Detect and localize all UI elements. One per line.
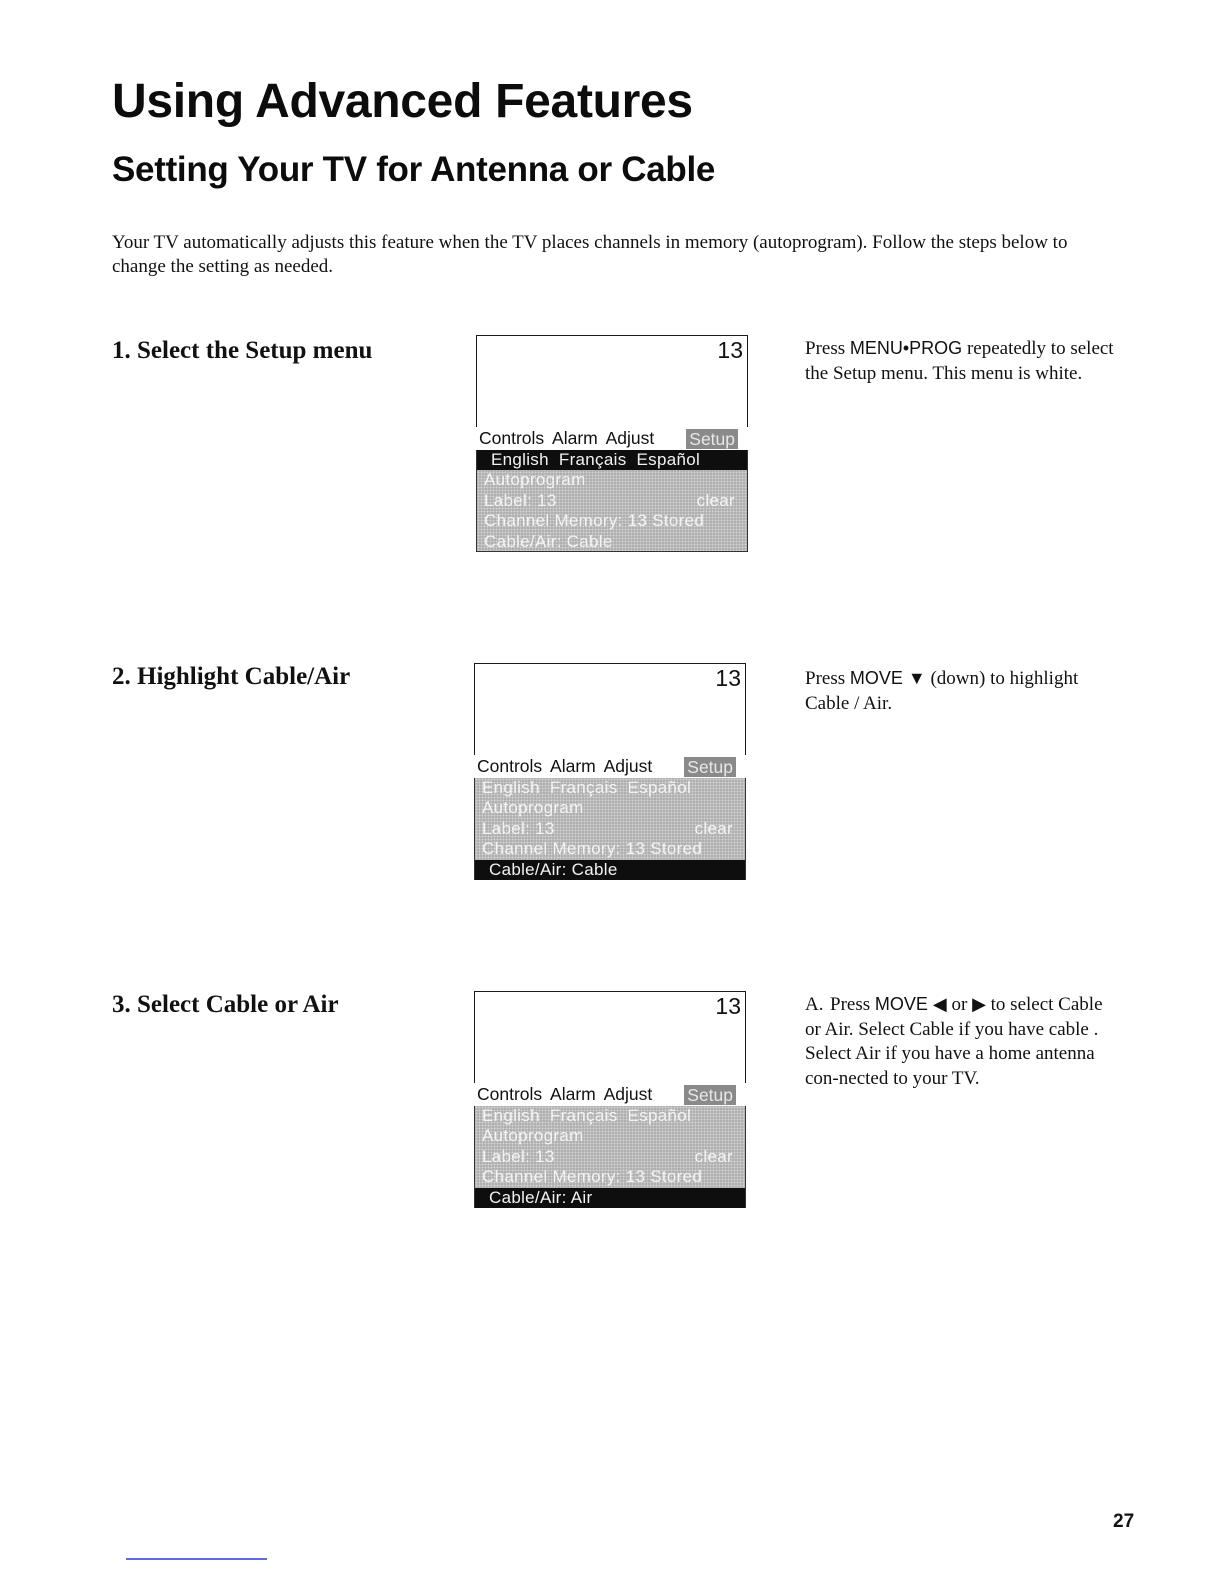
step-1-tv-screen — [476, 335, 748, 552]
menu-tab-adjust: Adjust — [603, 1084, 653, 1104]
section-title: Setting Your TV for Antenna or Cable — [112, 150, 716, 189]
desc-text: Press — [830, 994, 875, 1015]
label-value: Label: 13 — [482, 818, 555, 838]
menu-row-label — [475, 819, 745, 839]
label-value: Label: 13 — [484, 490, 557, 510]
menu-row-cable-air: Cable/Air: Air — [475, 1188, 745, 1208]
setup-menu-body — [474, 778, 746, 880]
menu-bar — [474, 755, 746, 778]
channel-number: 13 — [717, 337, 743, 363]
menu-row-channel-memory: Channel Memory: 13 Stored — [484, 511, 705, 531]
move-down-button-label: MOVE ▼ — [849, 668, 926, 688]
menu-tab-setup: Setup — [684, 757, 736, 777]
menu-tab-alarm: Alarm — [552, 428, 598, 448]
page-number: 27 — [1113, 1511, 1135, 1532]
step-2-title: 2. Highlight Cable/Air — [112, 663, 351, 690]
setup-menu-body — [474, 1106, 746, 1208]
step-2-description — [805, 666, 1125, 716]
menu-row-autoprogram: Autoprogram — [484, 470, 586, 490]
desc-text: repeatedly to select the Setup menu. This menu is white. — [805, 338, 1114, 384]
menu-tab-setup: Setup — [684, 1085, 736, 1105]
step-1-description — [805, 336, 1125, 386]
step-3-tv-screen — [474, 991, 746, 1208]
menu-bar — [476, 427, 748, 450]
channel-number: 13 — [715, 665, 741, 691]
menu-row-autoprogram: Autoprogram — [482, 798, 584, 818]
move-right-arrow-label: ▶ — [972, 994, 986, 1014]
menu-tab-alarm: Alarm — [550, 756, 596, 776]
menu-tab-adjust: Adjust — [605, 428, 655, 448]
menu-row-label — [477, 491, 747, 511]
move-left-button-label: MOVE ◀ — [874, 994, 947, 1014]
footer-rule — [126, 1558, 267, 1560]
menu-tab-controls: Controls — [477, 756, 543, 776]
menu-bar — [474, 1083, 746, 1106]
desc-text: or — [946, 994, 973, 1015]
menu-row-autoprogram: Autoprogram — [482, 1126, 584, 1146]
menu-row-channel-memory: Channel Memory: 13 Stored — [482, 1167, 703, 1187]
step-3-description — [805, 992, 1115, 1091]
step-2-tv-screen — [474, 663, 746, 880]
step-3-title: 3. Select Cable or Air — [112, 991, 339, 1018]
menu-tab-setup: Setup — [686, 429, 738, 449]
menu-row-channel-memory: Channel Memory: 13 Stored — [482, 839, 703, 859]
menu-row-cable-air: Cable/Air: Cable — [484, 531, 613, 551]
menu-prog-button-label: MENU•PROG — [849, 338, 963, 358]
sub-step-letter: A. — [805, 994, 824, 1015]
channel-number: 13 — [715, 993, 741, 1019]
menu-tab-adjust: Adjust — [603, 756, 653, 776]
intro-paragraph: Your TV automatically adjusts this feature when the TV places channels in memory (autoprogram). Follow the steps below to change the setting as needed. — [112, 232, 1068, 277]
desc-text: to select Cable or Air. Select Cable if you have cable . Select Air if you have a home antenna con-nected to your TV. — [805, 994, 1103, 1089]
menu-row-language: English Français Español — [477, 450, 747, 470]
label-clear: clear — [694, 1146, 733, 1166]
label-value: Label: 13 — [482, 1146, 555, 1166]
menu-tab-controls: Controls — [477, 1084, 543, 1104]
label-clear: clear — [694, 818, 733, 838]
menu-row-language: English Français Español — [482, 1106, 692, 1125]
setup-menu-body — [476, 450, 748, 552]
menu-row-language: English Français Español — [482, 778, 692, 797]
desc-text: Press — [805, 668, 850, 689]
menu-row-cable-air: Cable/Air: Cable — [475, 860, 745, 880]
desc-text: (down) to highlight Cable / Air. — [805, 668, 1079, 714]
desc-text: Press — [805, 338, 850, 359]
menu-tab-alarm: Alarm — [550, 1084, 596, 1104]
label-clear: clear — [696, 490, 735, 510]
page-title: Using Advanced Features — [112, 75, 693, 128]
step-1-title: 1. Select the Setup menu — [112, 337, 373, 364]
menu-tab-controls: Controls — [479, 428, 545, 448]
menu-row-label — [475, 1147, 745, 1167]
